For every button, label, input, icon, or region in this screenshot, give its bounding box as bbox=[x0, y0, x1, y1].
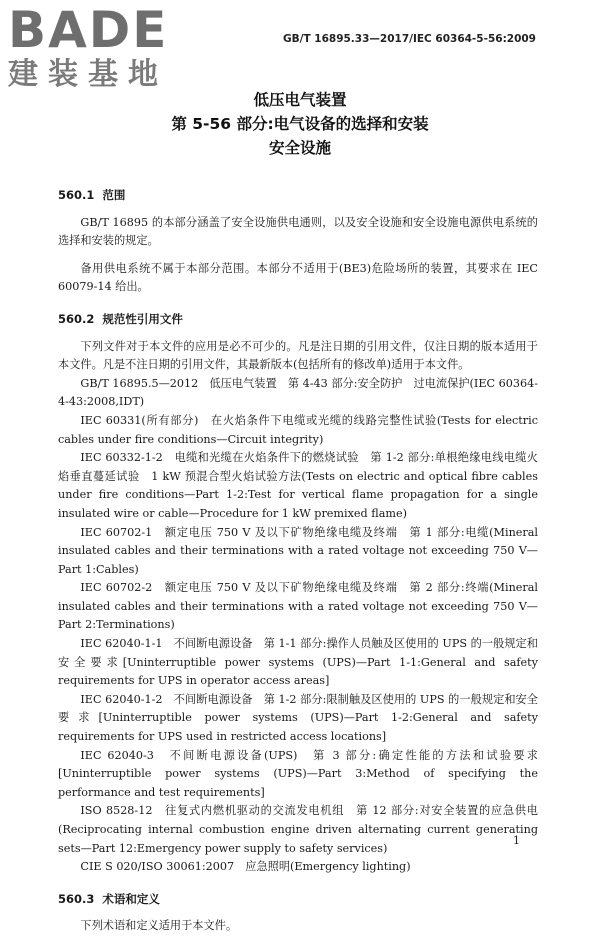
document-title bbox=[0, 88, 600, 160]
section-title: 术语和定义 bbox=[102, 891, 160, 906]
paragraph: 下列文件对于本文件的应用是必不可少的。凡是注日期的引用文件，仅注日期的版本适用于本文件。凡是不注日期的引用文件，其最新版本(包括所有的修改单)适用于本文件。 bbox=[58, 339, 538, 372]
section-number: 560.3 bbox=[58, 891, 95, 906]
reference-item: CIE S 020/ISO 30061:2007 应急照明(Emergency lighting) bbox=[80, 860, 411, 874]
reference-item: IEC 60702-1 额定电压 750 V 及以下矿物绝缘电缆及终端 第 1 部分:电缆(Mineral insulated cables and their terminations with a rated voltage not exceeding 750 V—Part 1:Cables) bbox=[58, 525, 538, 576]
reference-item: ISO 8528-12 往复式内燃机驱动的交流发电机组 第 12 部分:对安全装置的应急供电(Reciprocating internal combustion engine driven alternating current generating sets—Part 12:Emergency power supply to safety services) bbox=[58, 804, 538, 855]
bade-logo bbox=[6, 1, 181, 100]
section-title: 规范性引用文件 bbox=[102, 311, 183, 326]
reference-item: IEC 62040-1-2 不间断电源设备 第 1-2 部分:限制触及区使用的 UPS 的一般规定和安全要求[Uninterruptible power systems (UPS)—Part 1-2:General and safety requirements for UPS used in restricted access locations] bbox=[58, 692, 538, 744]
reference-item: GB/T 16895.5—2012 低压电气装置 第 4-43 部分:安全防护 过电流保护(IEC 60364-4-43:2008,IDT) bbox=[58, 376, 538, 409]
logo-wordmark: BADE bbox=[8, 1, 169, 59]
paragraph: GB/T 16895 的本部分涵盖了安全设施供电通则，以及安全设施和安全设施电源供电系统的选择和安装的规定。 bbox=[58, 215, 538, 248]
section-title: 范围 bbox=[102, 188, 126, 202]
standard-number: GB/T 16895.33—2017/IEC 60364-5-56:2009 bbox=[283, 33, 536, 45]
reference-item: IEC 62040-1-1 不间断电源设备 第 1-1 部分:操作人员触及区使用的 UPS 的一般规定和安全要求[Uninterruptible power systems (UPS)—Part 1-1:General and safety requirements for UPS in operator access areas] bbox=[58, 637, 538, 688]
paragraph: 下列术语和定义适用于本文件。 bbox=[80, 919, 238, 933]
paragraph: 备用供电系统不属于本部分范围。本部分不适用于(BE3)危险场所的装置，其要求在 IEC 60079-14 给出。 bbox=[58, 261, 538, 294]
title-line-2: 第 5-56 部分:电气设备的选择和安装 bbox=[171, 115, 429, 133]
section-number: 560.2 bbox=[58, 311, 95, 326]
reference-item: IEC 60702-2 额定电压 750 V 及以下矿物绝缘电缆及终端 第 2 部分:终端(Mineral insulated cables and their terminations with a rated voltage not exceeding 750 V—Part 2:Terminations) bbox=[58, 581, 538, 632]
section-heading-normative-references bbox=[58, 310, 538, 329]
logo-subtitle: 建装基地 bbox=[8, 57, 168, 92]
reference-item: IEC 60332-1-2 电缆和光缆在火焰条件下的燃烧试验 第 1-2 部分:单根绝缘电线电缆火焰垂直蔓延试验 1 kW 预混合型火焰试验方法(Tests on electric and optical fibre cables under fire conditions—Part 1-2:Test for vertical flame propagation for a single insulated wire or cable—Procedure for 1 kW premixed flame) bbox=[58, 451, 538, 520]
section-heading-terms bbox=[58, 890, 538, 909]
section-number: 560.1 bbox=[58, 188, 95, 202]
reference-item: IEC 60331(所有部分) 在火焰条件下电缆或光缆的线路完整性试验(Tests for electric cables under fire conditions—Circuit integrity) bbox=[58, 413, 538, 446]
document-body bbox=[58, 186, 538, 936]
title-line-1: 低压电气装置 bbox=[253, 91, 347, 109]
reference-item: IEC 62040-3 不间断电源设备(UPS) 第 3 部分:确定性能的方法和试验要求[Uninterruptible power systems (UPS)—Part 3:Method of specifying the performance and test requirements] bbox=[58, 748, 538, 799]
title-line-3: 安全设施 bbox=[268, 139, 331, 157]
page-number: 1 bbox=[513, 834, 520, 847]
section-heading-scope bbox=[58, 186, 538, 205]
